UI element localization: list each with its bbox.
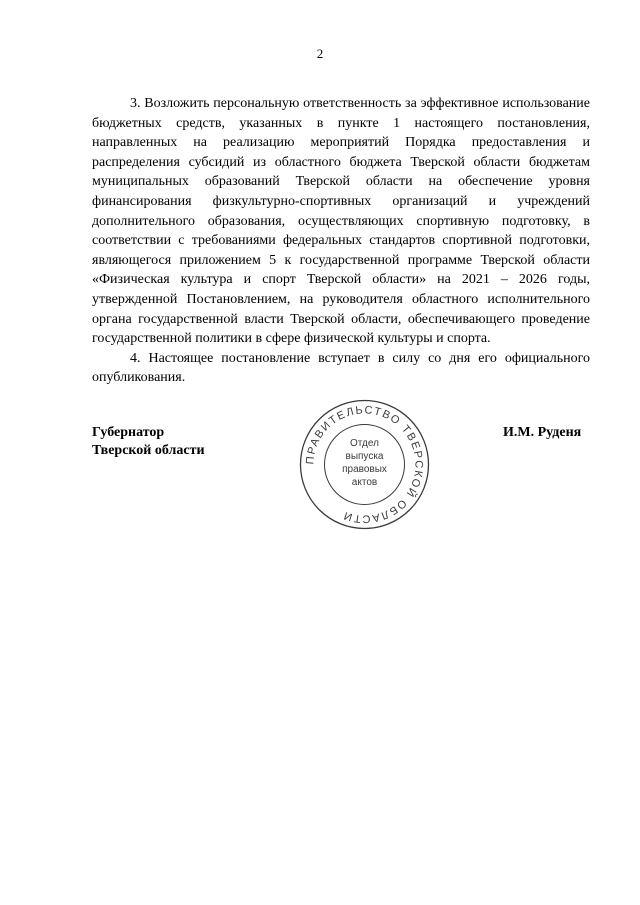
- stamp-ring-textpath: ПРАВИТЕЛЬСТВО ТВЕРСКОЙ ОБЛАСТИ: [304, 404, 425, 525]
- signatory-position-line2: Тверской области: [92, 443, 205, 458]
- stamp-center-line1: Отдел: [350, 438, 379, 449]
- paragraph-clause-4: 4. Настоящее постановление вступает в силу со дня его официального опубликования.: [92, 350, 590, 386]
- signatory-position-line1: Губернатор: [92, 425, 165, 440]
- stamp-center-line4: актов: [351, 477, 378, 488]
- official-stamp: [297, 397, 432, 532]
- stamp-center-line3: правовых: [342, 464, 387, 475]
- page-number: 2: [316, 46, 324, 61]
- paragraph-clause-3: 3. Возложить персональную ответственность за эффективное использование бюджетных средств, указанных в пункте 1 настоящего постановления, направленных на реализацию мероприятий Порядка предоставления и распределения субсидий из областного бюджета Тверской области бюджетам муниципальных образований Тверской области на обеспечение уровня финансирования физкультурно-спортивных организаций и учреждений дополнительного образования, осуществляющих спортивную подготовку, в соответствии с требованиями федеральных стандартов спортивной подготовки, являющегося приложением 5 к государственной программе Тверской области «Физическая культура и спорт Тверской области» на 2021 – 2026 годы, утвержденной Постановлением, на руководителя областного исполнительного органа государственной власти Тверской области, обеспечивающего проведение государственной политики в сфере физической культуры и спорта.: [92, 96, 590, 347]
- signatory-position: [92, 424, 205, 460]
- document-body: [92, 94, 590, 388]
- stamp-center-line2: выпуска: [345, 451, 384, 462]
- signatory-name: И.М. Руденя: [503, 425, 582, 440]
